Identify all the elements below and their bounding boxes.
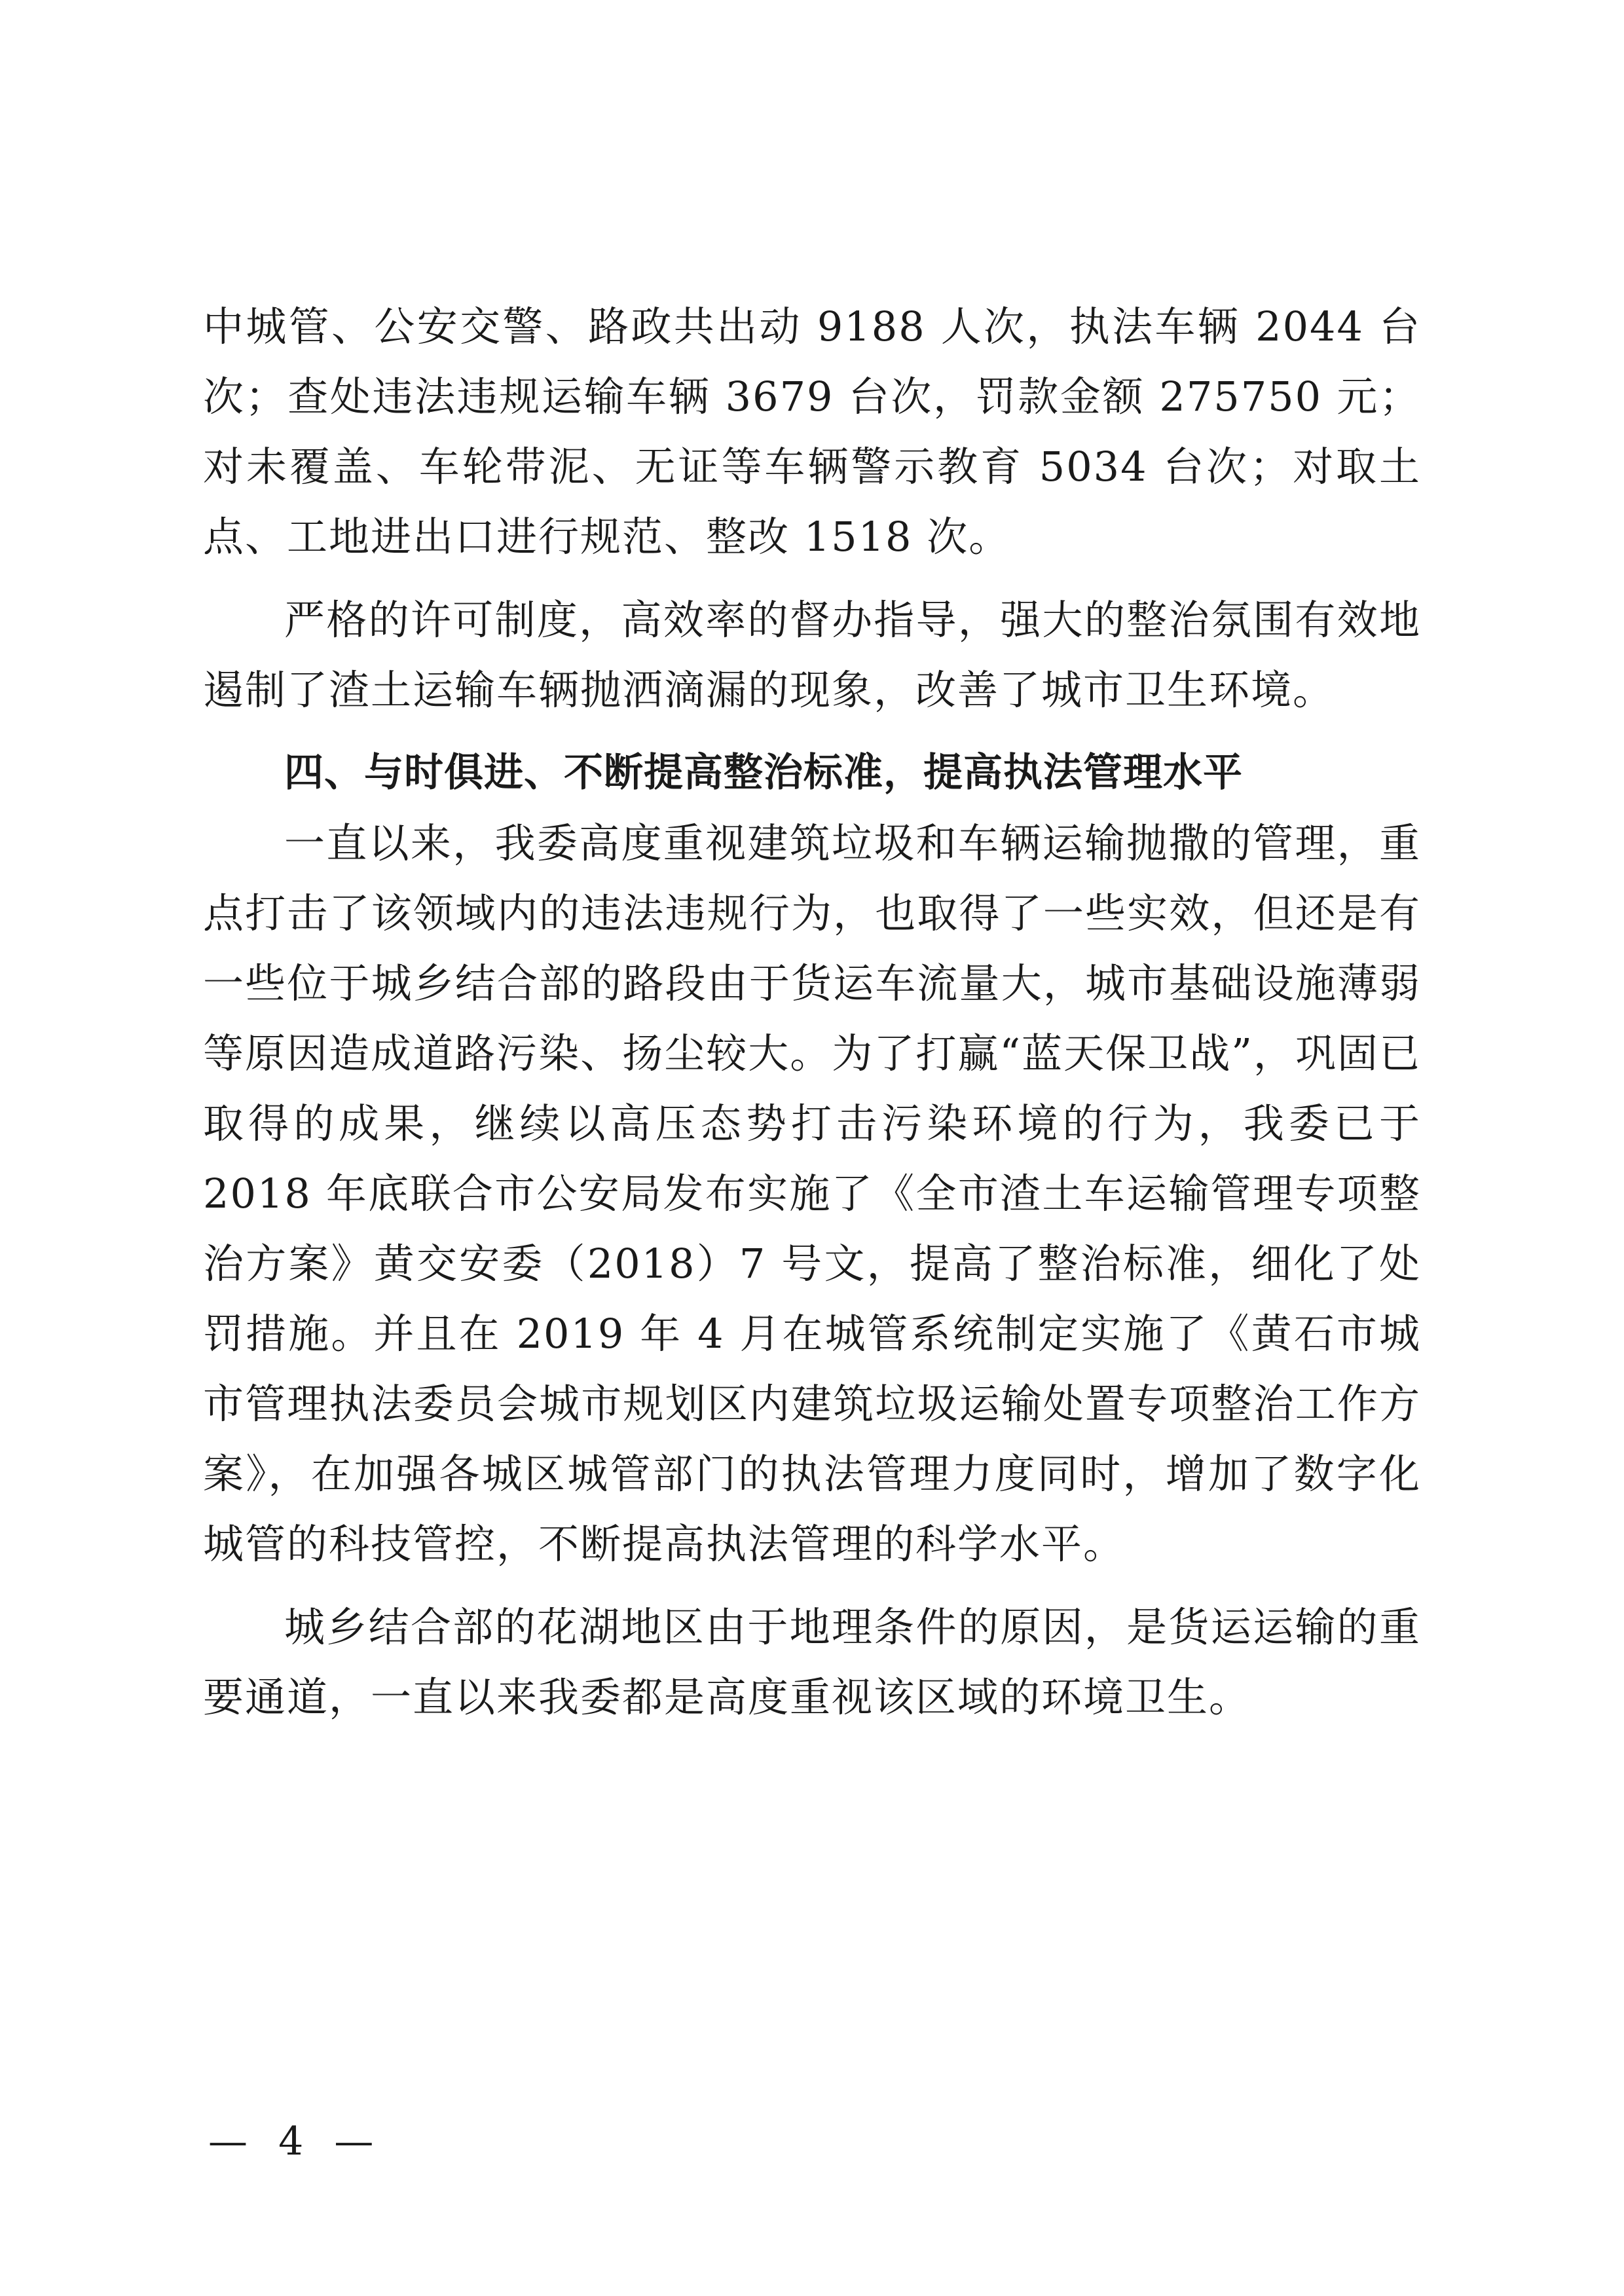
paragraph-management-measures: 一直以来，我委高度重视建筑垃圾和车辆运输抛撒的管理，重点打击了该领域内的违法违规行为，也取得了一些实效，但还是有一些位于城乡结合部的路段由于货运车流量大，城市基础设施薄弱等原因造成道路污染、扬尘较大。为了打赢“蓝天保卫战”，巩固已取得的成果，继续以高压态势打击污染环境的行为，我委已于 2018 年底联合市公安局发布实施了《全市渣土车运输管理专项整治方案》黄交安委（2018）7 号文，提高了整治标准，细化了处罚措施。并且在 2019 年 4 月在城管系统制定实施了《黄石市城市管理执法委员会城市规划区内建筑垃圾运输处置专项整治工作方案》，在加强各城区城管部门的执法管理力度同时，增加了数字化城管的科技管控，不断提高执法管理的科学水平。 xyxy=(203,819,1421,1568)
paragraph-permit-summary: 严格的许可制度，高效率的督办指导，强大的整治氛围有效地遏制了渣土运输车辆抛洒滴漏的现象，改善了城市卫生环境。 xyxy=(203,596,1421,714)
document-body xyxy=(203,291,1421,1732)
section-heading: 四、与时俱进、不断提高整治标准，提高执法管理水平 xyxy=(284,750,1243,796)
paragraph-enforcement-stats: 中城管、公安交警、路政共出动 9188 人次，执法车辆 2044 台次；查处违法违规运输车辆 3679 台次，罚款金额 275750 元；对未覆盖、车轮带泥、无证等车辆警示教育 5034 台次；对取土点、工地进出口进行规范、整改 1518 次。 xyxy=(203,303,1421,561)
paragraph-huahu-area: 城乡结合部的花湖地区由于地理条件的原因，是货运运输的重要通道，一直以来我委都是高度重视该区域的环境卫生。 xyxy=(203,1603,1421,1721)
page-number: — 4 — xyxy=(208,2119,383,2164)
